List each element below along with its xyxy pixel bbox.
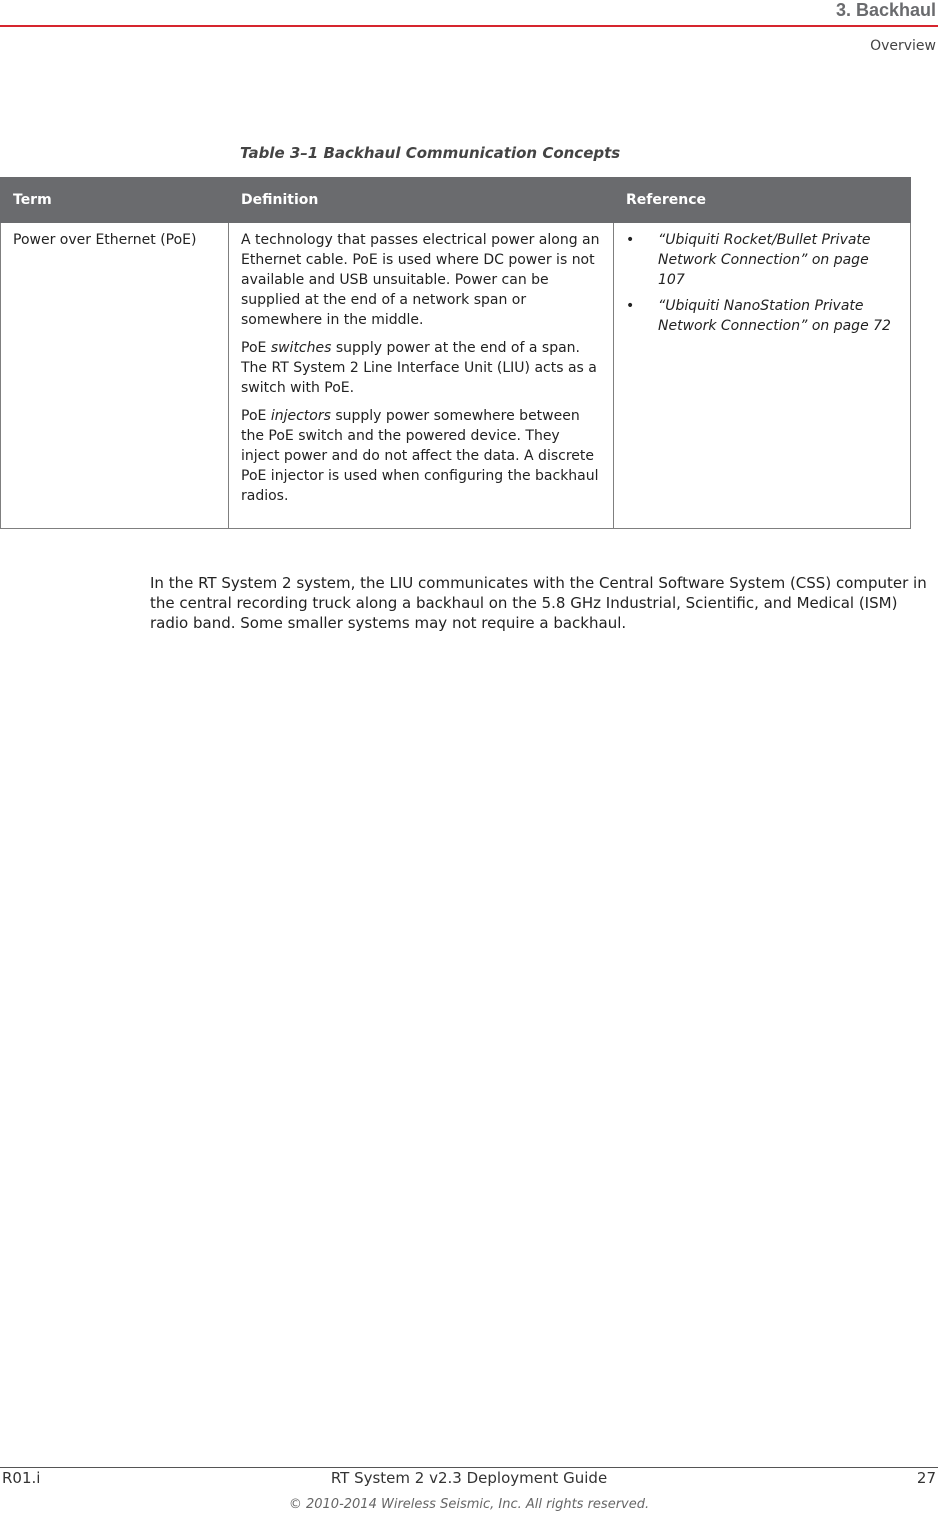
table-caption: Table 3–1 Backhaul Communication Concepts — [240, 144, 621, 162]
reference-cell — [614, 223, 911, 529]
definition-emphasis: switches — [270, 340, 332, 356]
column-header-definition: Definition — [229, 178, 614, 223]
footer-document-title: RT System 2 v2.3 Deployment Guide — [330, 1469, 608, 1487]
bullet-icon: • — [626, 232, 635, 248]
definition-text: supply power somewhere between the PoE switch and the powered device. They inject power and do not affect the data. A discrete PoE injector is used when configuring the backhaul radios. — [241, 408, 599, 504]
footer-page-number: 27 — [916, 1469, 936, 1487]
concepts-table — [0, 177, 911, 529]
definition-text: supply power at the end of a span. The RT System 2 Line Interface Unit (LIU) acts as a switch with PoE. — [241, 340, 597, 396]
definition-cell — [229, 223, 614, 529]
section-title: Overview — [870, 38, 936, 54]
chapter-title: 3. Backhaul — [835, 0, 936, 20]
column-header-reference: Reference — [614, 178, 911, 223]
table-row — [1, 223, 911, 529]
footer-revision: R01.i — [2, 1469, 41, 1487]
definition-text: PoE — [241, 340, 271, 356]
reference-text: “Ubiquiti NanoStation Private Network Connection” on page 72 — [658, 298, 891, 334]
definition-emphasis: injectors — [270, 408, 331, 424]
reference-link-rocket-bullet[interactable] — [626, 230, 898, 290]
header-rule — [0, 25, 938, 27]
footer-copyright: © 2010-2014 Wireless Seismic, Inc. All rights reserved. — [288, 1497, 650, 1512]
reference-link-nanostation[interactable] — [626, 296, 898, 336]
reference-list — [626, 230, 898, 336]
bullet-icon: • — [626, 298, 635, 314]
reference-text: “Ubiquiti Rocket/Bullet Private Network Connection” on page 107 — [658, 232, 871, 288]
definition-text: PoE — [241, 408, 271, 424]
definition-paragraph: A technology that passes electrical power along an Ethernet cable. PoE is used where DC power is not available and USB unsuitable. Power can be supplied at the end of a network span or somewhere in the middle. — [241, 232, 600, 328]
definition-paragraph — [241, 406, 601, 506]
term-cell: Power over Ethernet (PoE) — [1, 223, 229, 529]
body-paragraph: In the RT System 2 system, the LIU communicates with the Central Software System (CSS) computer in the central recording truck along a backhaul on the 5.8 GHz Industrial, Scientific, and Medical (ISM) radio band. Some smaller systems may not require a backhaul. — [150, 574, 927, 632]
definition-paragraph — [241, 338, 601, 398]
table-header-row — [1, 178, 911, 223]
column-header-term: Term — [1, 178, 229, 223]
